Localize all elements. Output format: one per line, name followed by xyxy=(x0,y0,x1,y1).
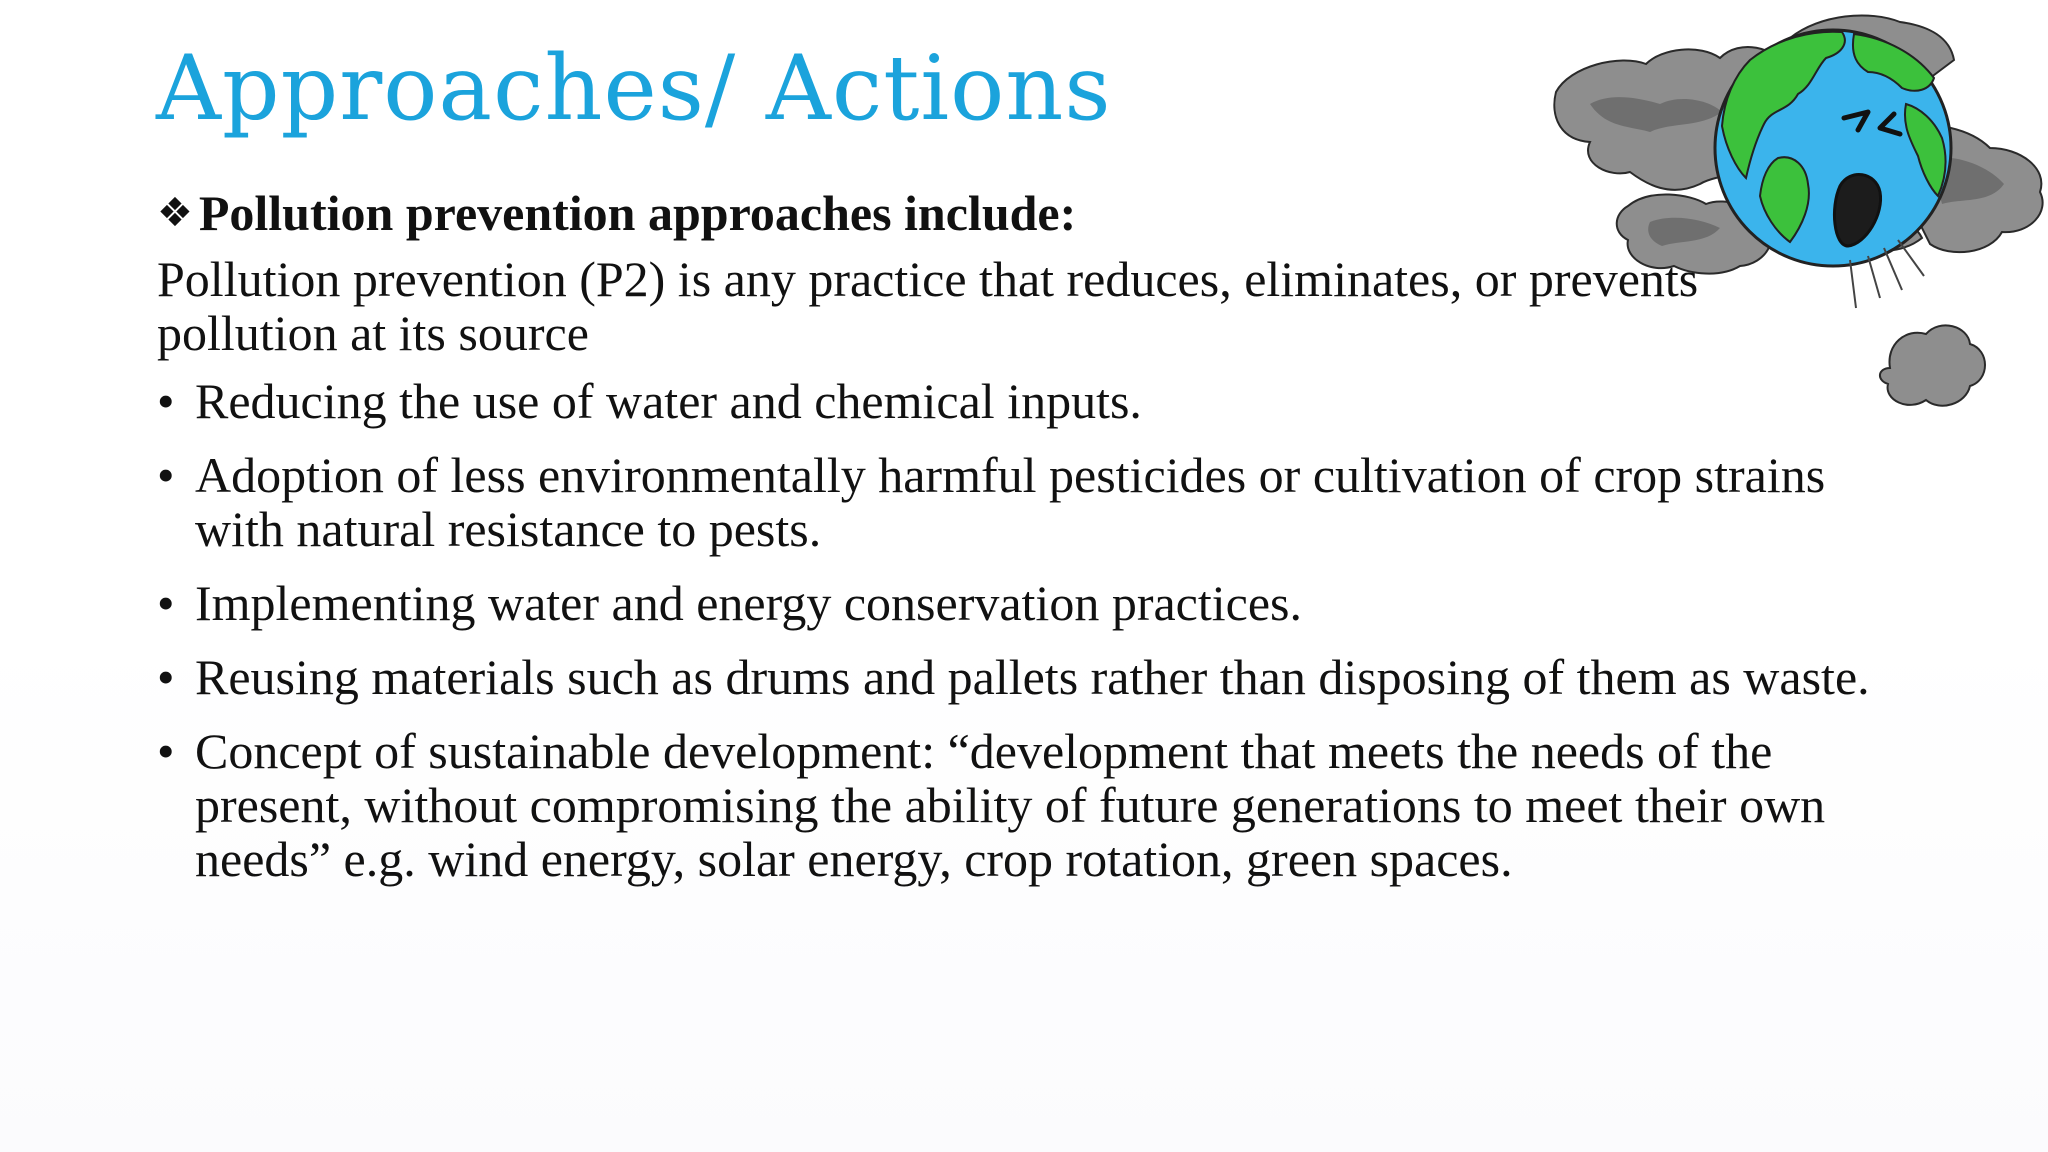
list-item-text: Implementing water and energy conservation practices. xyxy=(195,575,1302,631)
list-item xyxy=(157,724,1897,886)
bullet-list xyxy=(157,374,1897,886)
subheading-text: Pollution prevention approaches include: xyxy=(198,185,1077,241)
bullet-dot-icon: • xyxy=(157,575,175,631)
bullet-dot-icon: • xyxy=(157,447,175,503)
list-item xyxy=(157,650,1897,704)
intro-paragraph: Pollution prevention (P2) is any practice that reduces, eliminates, or prevents pollution at its source xyxy=(157,251,1699,361)
list-item xyxy=(157,576,1897,630)
list-item xyxy=(157,374,1897,428)
slide-body xyxy=(157,178,1897,906)
list-item-text: Adoption of less environmentally harmful pesticides or cultivation of crop strains with natural resistance to pests. xyxy=(195,447,1826,557)
diamond-bullet-icon: ❖ xyxy=(157,190,193,236)
bullet-dot-icon: • xyxy=(157,649,175,705)
bullet-dot-icon: • xyxy=(157,723,175,779)
slide-title: Approaches/ Actions xyxy=(156,36,1112,141)
list-item-text: Reducing the use of water and chemical inputs. xyxy=(195,373,1142,429)
list-item-text: Concept of sustainable development: “development that meets the needs of the present, without compromising the ability of future generations to meet their own needs” e.g. wind energy, solar energy, crop rotation, green spaces. xyxy=(195,723,1826,887)
bullet-dot-icon: • xyxy=(157,373,175,429)
list-item xyxy=(157,448,1897,556)
list-item-text: Reusing materials such as drums and pallets rather than disposing of them as waste. xyxy=(195,649,1870,705)
subheading xyxy=(157,178,1897,248)
